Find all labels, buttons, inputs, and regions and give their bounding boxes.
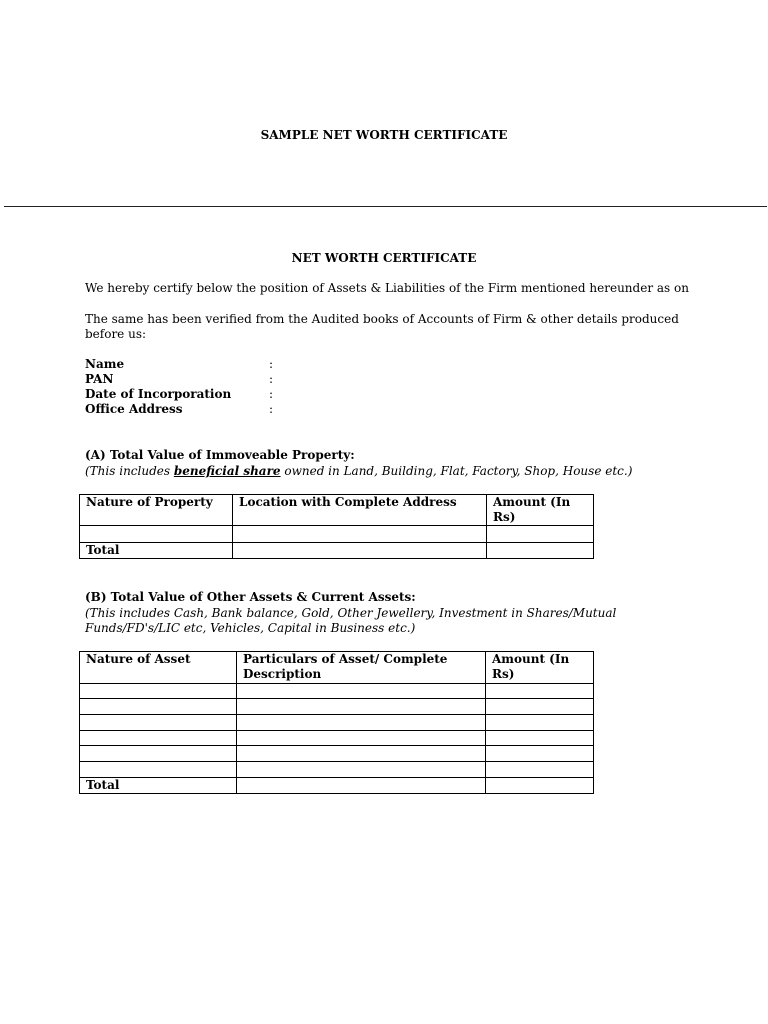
table-row (80, 746, 594, 762)
table-cell[interactable] (233, 526, 487, 543)
table-cell[interactable] (80, 699, 237, 715)
field-separator: : (269, 402, 274, 416)
field-date-of-incorporation (85, 387, 385, 403)
column-header: Particulars of Asset/ Complete Description (237, 652, 486, 684)
table-cell[interactable] (487, 543, 594, 559)
section-a-heading: (A) Total Value of Immoveable Property: (85, 448, 355, 462)
field-separator: : (269, 387, 274, 401)
field-name (85, 357, 385, 373)
table-cell[interactable] (80, 526, 233, 543)
field-separator: : (269, 357, 274, 371)
section-a-note-suffix: owned in Land, Building, Flat, Factory, Shop, House etc.) (280, 464, 633, 478)
table-total-row (80, 778, 594, 794)
column-header: Location with Complete Address (233, 495, 487, 526)
column-header: Amount (In Rs) (486, 652, 594, 684)
intro-paragraph-2: The same has been verified from the Audited books of Accounts of Firm & other details produced before us: (85, 312, 679, 341)
table-cell[interactable] (237, 699, 486, 715)
table-cell[interactable] (487, 526, 594, 543)
table-header-row (80, 652, 594, 684)
table-row (80, 699, 594, 715)
field-label: Office Address (85, 402, 183, 416)
table-cell[interactable] (237, 715, 486, 731)
table-cell[interactable] (237, 762, 486, 778)
section-a-note-emphasis: beneficial share (173, 464, 281, 478)
section-a-note-prefix: (This includes (85, 464, 174, 478)
column-header: Nature of Property (80, 495, 233, 526)
field-label: PAN (85, 372, 114, 386)
table-cell[interactable] (237, 731, 486, 746)
total-label: Total (80, 778, 237, 794)
table-cell[interactable] (486, 746, 594, 762)
table-row (80, 731, 594, 746)
table-row (80, 762, 594, 778)
immoveable-property-table (79, 494, 594, 559)
total-label: Total (80, 543, 233, 559)
column-header: Nature of Asset (80, 652, 237, 684)
field-pan (85, 372, 385, 388)
field-office-address (85, 402, 385, 418)
table-cell[interactable] (80, 746, 237, 762)
table-cell[interactable] (486, 731, 594, 746)
certificate-heading: NET WORTH CERTIFICATE (291, 251, 477, 265)
table-cell[interactable] (237, 778, 486, 794)
document-title: SAMPLE NET WORTH CERTIFICATE (260, 128, 508, 142)
section-b-heading: (B) Total Value of Other Assets & Current Assets: (85, 590, 416, 604)
section-a-note (85, 464, 705, 479)
table-cell[interactable] (80, 731, 237, 746)
table-cell[interactable] (233, 543, 487, 559)
table-cell[interactable] (486, 778, 594, 794)
field-separator: : (269, 372, 274, 386)
other-assets-table (79, 651, 594, 794)
table-row (80, 715, 594, 731)
table-header-row (80, 495, 594, 526)
table-cell[interactable] (486, 762, 594, 778)
table-row (80, 526, 594, 543)
table-cell[interactable] (486, 715, 594, 731)
header-divider (4, 206, 767, 207)
table-total-row (80, 543, 594, 559)
table-cell[interactable] (80, 715, 237, 731)
table-cell[interactable] (237, 746, 486, 762)
column-header: Amount (In Rs) (487, 495, 594, 526)
table-cell[interactable] (80, 762, 237, 778)
table-cell[interactable] (237, 684, 486, 699)
table-cell[interactable] (80, 684, 237, 699)
table-cell[interactable] (486, 699, 594, 715)
intro-paragraph-1: We hereby certify below the position of Assets & Liabilities of the Firm mentioned hereunder as on (85, 281, 689, 295)
table-cell[interactable] (486, 684, 594, 699)
field-label: Date of Incorporation (85, 387, 232, 401)
table-row (80, 684, 594, 699)
field-label: Name (85, 357, 125, 371)
section-b-note: (This includes Cash, Bank balance, Gold, Other Jewellery, Investment in Shares/Mutual Funds/FD's/LIC etc, Vehicles, Capital in Business etc.) (85, 606, 617, 635)
